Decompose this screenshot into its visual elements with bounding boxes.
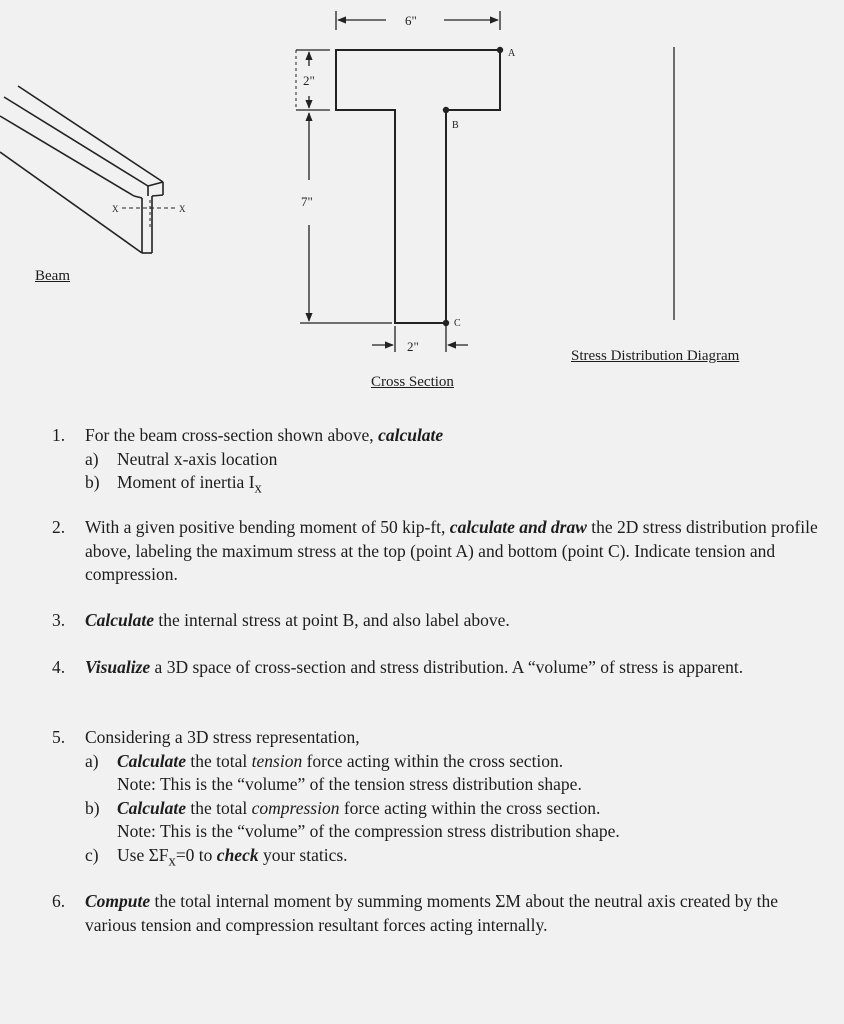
- dimension-top-width: [336, 11, 500, 30]
- beam-sketch: [0, 86, 176, 253]
- sub-letter: a): [85, 750, 99, 771]
- sub-kind: tension: [251, 750, 303, 771]
- point-c-label: C: [454, 318, 461, 329]
- point-c-marker: [443, 320, 449, 326]
- question-5: [52, 726, 822, 874]
- subscript-x: x: [168, 853, 176, 869]
- sub-text: the total: [186, 797, 252, 818]
- question-number: 2.: [52, 517, 66, 537]
- question-number: 6.: [52, 891, 66, 911]
- t-cross-section: [336, 50, 500, 323]
- question-number: 1.: [52, 425, 66, 445]
- sub-text: force acting within the cross section.: [302, 750, 564, 771]
- dim-flange-height-label: 2": [303, 73, 315, 88]
- question-text: a 3D space of cross-section and stress distribution. A “volume” of stress is apparent.: [150, 657, 744, 677]
- point-b-marker: [443, 107, 449, 113]
- dimension-web-width: [372, 326, 468, 352]
- question-2: [52, 516, 822, 587]
- sub-letter: c): [85, 844, 99, 865]
- question-text: For the beam cross-section shown above,: [85, 425, 379, 445]
- question-number: 5.: [52, 727, 66, 747]
- question-verb: Calculate: [85, 610, 155, 630]
- sub-verb: Calculate: [117, 797, 187, 818]
- question-text: With a given positive bending moment of 50 kip-ft,: [85, 517, 450, 537]
- sub-text: =0 to: [175, 844, 217, 865]
- question-6: [52, 890, 822, 937]
- stress-diagram-caption: Stress Distribution Diagram: [571, 348, 740, 364]
- sub-letter: a): [85, 448, 99, 469]
- question-text: Considering a 3D stress representation,: [85, 727, 360, 747]
- sub-text: Moment of inertia I: [117, 472, 255, 492]
- question-text: the 2D stress distribution profile above, labeling the maximum stress at the top (point A) and bottom (point C). Indicate tension and compression.: [85, 517, 818, 584]
- sub-text: Neutral x-axis location: [117, 448, 278, 469]
- question-verb: Visualize: [85, 657, 151, 677]
- sub-text: the total: [186, 750, 252, 771]
- sub-letter: b): [85, 472, 100, 492]
- question-3: [52, 609, 822, 633]
- sub-note: Note: This is the “volume” of the compression stress distribution shape.: [117, 821, 620, 841]
- axis-label-left: X: [112, 204, 119, 214]
- sub-text: force acting within the cross section.: [339, 797, 601, 818]
- question-1: [52, 424, 822, 501]
- sub-verb: check: [216, 844, 259, 865]
- sub-text: your statics.: [258, 844, 348, 865]
- sub-verb: Calculate: [117, 750, 187, 771]
- question-text: the total internal moment by summing moments ΣM about the neutral axis created by the various tension and compression resultant forces acting internally.: [85, 891, 779, 935]
- subscript-x: x: [254, 480, 262, 497]
- cross-section-caption: Cross Section: [371, 374, 454, 390]
- question-verb: Compute: [85, 891, 151, 911]
- axis-label-right: X: [179, 204, 186, 214]
- question-text: the internal stress at point B, and also label above.: [154, 610, 510, 630]
- dim-web-width-label: 2": [407, 339, 419, 354]
- question-number: 3.: [52, 610, 66, 630]
- sub-kind: compression: [251, 797, 340, 818]
- sub-text: Use ΣF: [117, 844, 169, 865]
- dim-web-height-label: 7": [301, 194, 313, 209]
- figure: [0, 0, 844, 400]
- question-4: [52, 656, 822, 680]
- question-verb: calculate: [378, 425, 444, 445]
- point-a-label: A: [508, 48, 516, 59]
- sub-letter: b): [85, 797, 100, 818]
- beam-caption: Beam: [35, 268, 70, 284]
- question-number: 4.: [52, 657, 66, 677]
- question-verb: calculate and draw: [449, 517, 587, 537]
- point-a-marker: [497, 47, 503, 53]
- sub-note: Note: This is the “volume” of the tension stress distribution shape.: [117, 774, 582, 794]
- dim-top-width-label: 6": [405, 13, 417, 28]
- dimension-web-height: [300, 113, 392, 323]
- point-b-label: B: [452, 120, 459, 131]
